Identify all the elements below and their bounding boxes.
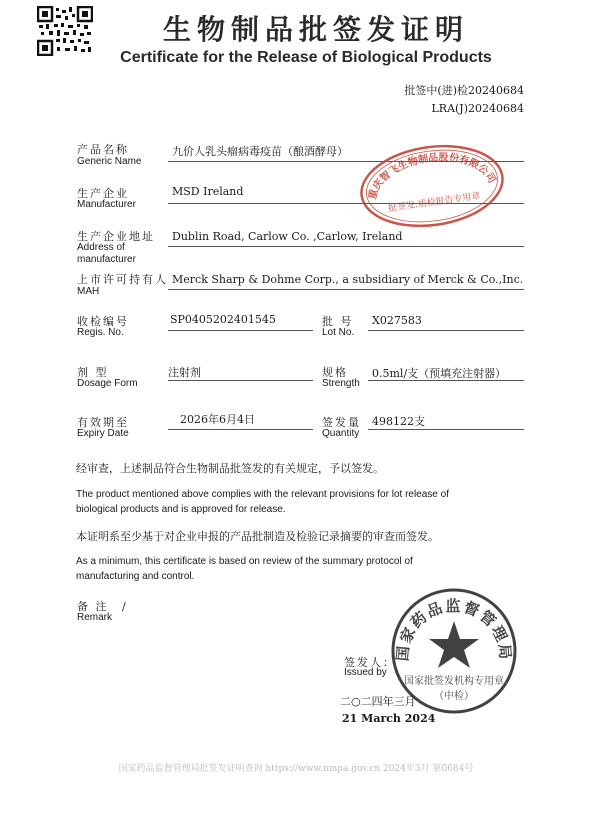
expiry-date-value: 2026年6月4日 [180, 413, 255, 426]
lot-no-underline [368, 330, 524, 331]
regis-no-value: SP0405202401545 [170, 313, 276, 326]
mah-label-cn: 上市许可持有人 [77, 273, 168, 286]
dosage-form-label-en: Dosage Form [77, 378, 138, 389]
strength-underline [368, 380, 524, 381]
mah-value: Merck Sharp & Dohme Corp., a subsidiary of Merck & Co.,Inc. [172, 273, 524, 286]
company-seal-inner-text: 批签发.质检报告专用章 [387, 191, 482, 215]
expiry-date-underline [168, 429, 313, 430]
approval-statement-cn: 经审查，上述制品符合生物制品批签发的有关规定，予以签发。 [76, 462, 384, 475]
quantity-label-cn: 签发量 [322, 416, 361, 429]
issued-by-label-en: Issued by [344, 667, 387, 678]
national-seal-outer-text: 国家药品监督管理局 [393, 597, 515, 662]
quantity-underline [368, 429, 524, 430]
basis-statement-en-line2: manufacturing and control. [76, 571, 195, 582]
company-seal [352, 133, 513, 239]
mah-underline [168, 289, 524, 290]
dosage-form-value: 注射剂 [168, 366, 201, 379]
dosage-form-underline [168, 380, 313, 381]
national-seal-bottom-text: （中检） [434, 691, 474, 702]
generic-name-label-cn: 产品名称 [77, 143, 129, 156]
certificate-title-en: Certificate for the Release of Biological Products [120, 49, 492, 66]
national-seal [390, 587, 518, 715]
remark-value: / [122, 600, 126, 613]
company-seal-outer-text: 重庆智飞生物制品股份有限公司 [367, 152, 498, 201]
national-seal-inner-text: 国家批签发机构专用章 [404, 676, 504, 687]
quantity-label-en: Quantity [322, 428, 360, 439]
approval-statement-en-line2: biological products and is approved for release. [76, 504, 286, 515]
certificate-number-lra: LRA(J)20240684 [431, 102, 524, 115]
lot-no-label-cn: 批 号 [322, 315, 354, 328]
remark-label-en: Remark [77, 612, 113, 623]
address-label-cn: 生产企业地址 [77, 230, 155, 243]
basis-statement-en-line1: As a minimum, this certificate is based on review of the summary protocol of [76, 556, 413, 567]
regis-no-label-en: Regis. No. [77, 327, 124, 338]
dosage-form-label-cn: 剂 型 [77, 366, 109, 379]
lot-no-value: X027583 [372, 314, 422, 327]
address-value: Dublin Road, Carlow Co. ,Carlow, Ireland [172, 230, 403, 243]
certificate-title-cn: 生物制品批签发证明 [162, 13, 469, 46]
generic-name-label-en: Generic Name [77, 156, 142, 167]
manufacturer-label-en: Manufacturer [77, 199, 136, 210]
address-label-en-1: Address of [77, 242, 125, 253]
approval-statement-en-line1: The product mentioned above complies with the relevant provisions for lot release of [76, 489, 449, 500]
strength-label-cn: 规格 [322, 366, 348, 379]
address-label-en-2: manufacturer [77, 254, 136, 265]
lot-no-label-en: Lot No. [322, 327, 355, 338]
remark-label-cn: 备 注 [77, 600, 109, 613]
star-icon [429, 621, 479, 668]
certificate-number-cn: 批签中(进)检20240684 [404, 84, 524, 97]
regis-no-underline [168, 330, 313, 331]
address-underline [168, 246, 524, 247]
regis-no-label-cn: 收检编号 [77, 315, 129, 328]
manufacturer-label-cn: 生产企业 [77, 187, 129, 200]
basis-statement-cn: 本证明系至少基于对企业申报的产品批制造及检验记录摘要的审查而签发。 [76, 530, 439, 543]
quantity-value: 498122支 [372, 415, 425, 428]
mah-label-en: MAH [77, 286, 100, 297]
strength-label-en: Strength [322, 378, 360, 389]
issue-date-en: 21 March 2024 [342, 712, 436, 725]
footer-watermark: 国家药品监督管理局批签发证明查询 https://www.nmpa.gov.cn 2024年3月 第0684号 [118, 764, 474, 774]
manufacturer-value: MSD Ireland [172, 185, 244, 198]
generic-name-value: 九价人乳头瘤病毒疫苗（酿酒酵母） [172, 145, 348, 158]
issued-by-label-cn: 签发人： [344, 656, 396, 669]
expiry-date-label-cn: 有效期至 [77, 416, 129, 429]
issue-date-cn: 二○二四年三月 [340, 695, 416, 708]
expiry-date-label-en: Expiry Date [77, 428, 129, 439]
strength-value: 0.5ml/支（预填充注射器） [372, 367, 507, 380]
